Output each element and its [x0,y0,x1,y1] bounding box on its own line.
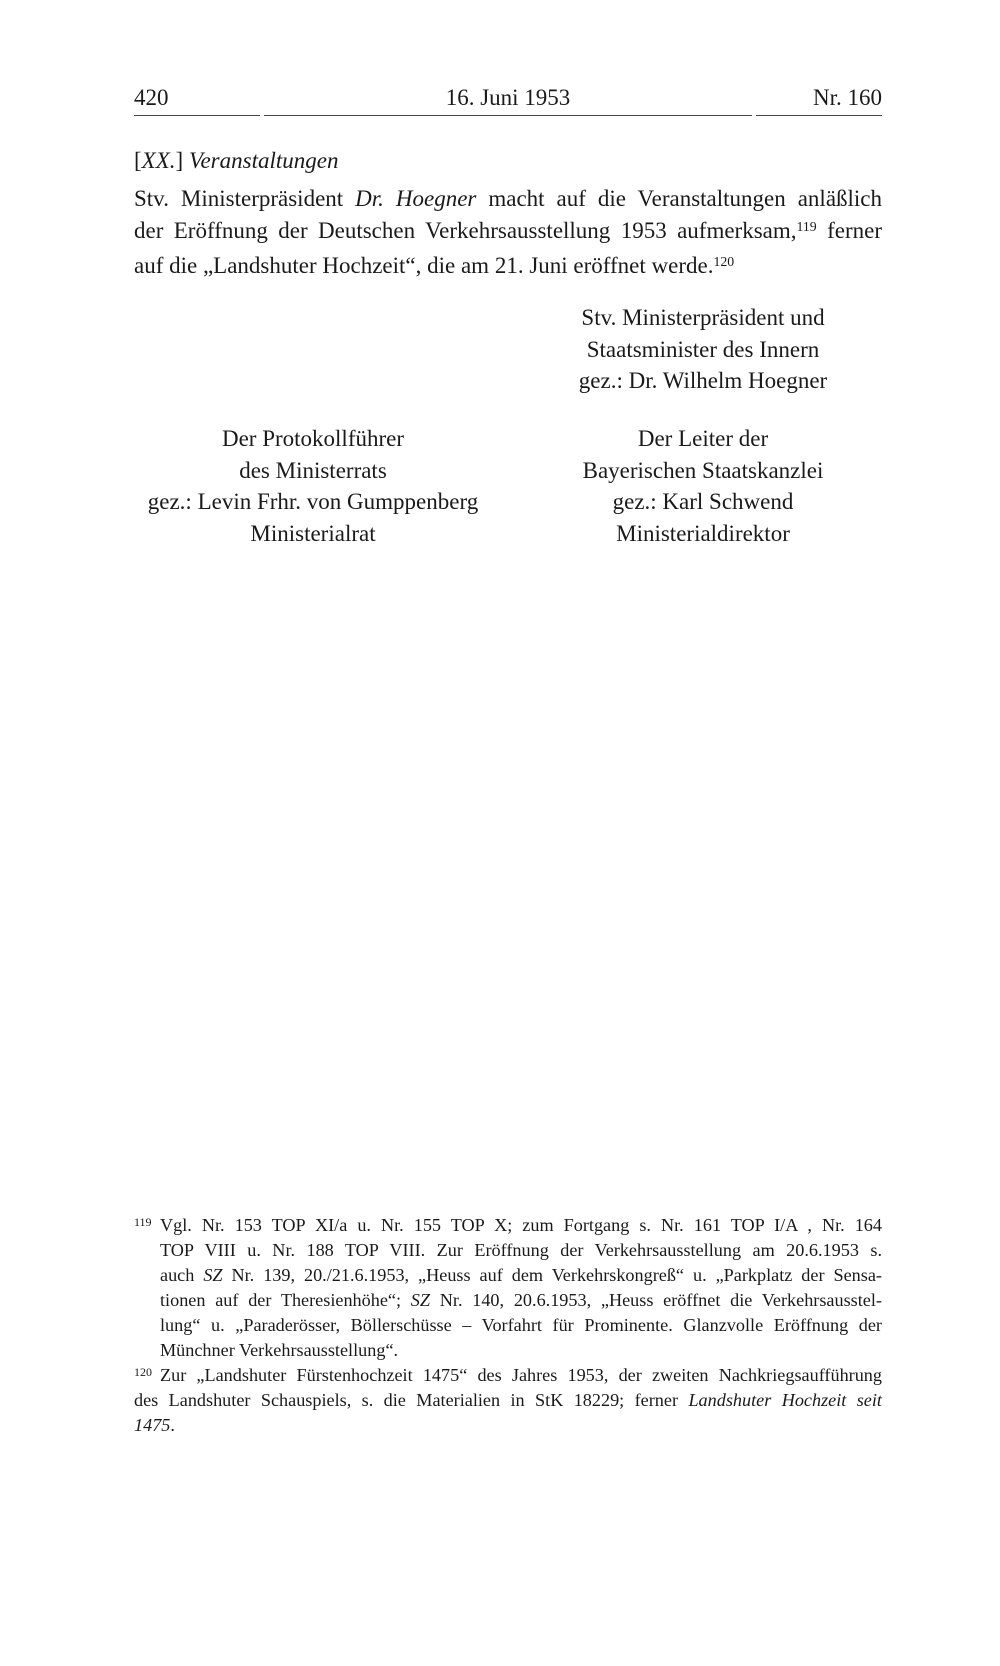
footnote-line: 1475. [134,1415,175,1435]
footnote-number: 120 [134,1365,152,1379]
header-rule [756,115,882,116]
signature-line: Ministerialdirektor [616,520,790,546]
signature-line: Ministerialrat [250,520,376,546]
signature-line: gez.: Dr. Wilhelm Hoegner [578,368,828,393]
section-heading: [XX.] Veranstaltungen [134,148,339,173]
footnote-line: Münchner Verkehrsausstellung“. [160,1340,399,1360]
body-line: der Eröffnung der Deutschen Verkehrsausstellung 1953 aufmerksam,$^{119}$ ferner [134,218,882,243]
running-header [134,82,882,114]
signature-line: Bayerischen Staatskanzlei [582,457,824,483]
signature-block-protocol [134,423,492,549]
page-number: 420 [134,85,169,110]
signature-line: gez.: Levin Frhr. von Gumppenberg [147,489,479,514]
signature-block-chancellery [540,423,866,549]
section-number: XX. [141,148,176,173]
footnote-line: tionen auf der Theresienhöhe“; SZ Nr. 140, 20.6.1953, „Heuss eröffnet die Verkehrsausstel- [160,1290,882,1310]
footnotes [134,1213,882,1438]
body-line: Stv. Ministerpräsident Dr. Hoegner macht auf die Veranstaltungen anläßlich [134,186,883,211]
section-title: Veranstaltungen [188,148,339,173]
footnote-reference: 119 [796,219,817,235]
document-number: Nr. 160 [813,85,882,110]
footnote-line: Zur „Landshuter Fürstenhochzeit 1475“ des Jahres 1953, der zweiten Nachkriegsaufführung [160,1365,882,1385]
signature-block-deputy [540,302,866,397]
signature-line: Der Leiter der [637,426,769,451]
header-rule [134,115,260,116]
body-line: auf die „Landshuter Hochzeit“, die am 21. Juni eröffnet werde.$^{120}$ [134,253,735,278]
header-rule [264,115,752,116]
signature-line: gez.: Karl Schwend [612,489,794,514]
footnote-line: des Landshuter Schauspiels, s. die Materialien in StK 18229; ferner Landshuter Hochzeit seit [134,1390,882,1410]
signature-line: Stv. Ministerpräsident und [581,305,825,330]
source-abbreviation: SZ [203,1265,223,1285]
literature-title: Landshuter Hochzeit seit [688,1390,882,1410]
body-paragraph [134,183,882,285]
footnote [134,1363,882,1438]
footnote-reference: 120 [713,254,735,270]
signature-line: Der Protokollführer [221,426,405,451]
person-name: Dr. Hoegner [355,186,477,211]
header-date: 16. Juni 1953 [445,85,571,110]
footnote-line: Vgl. Nr. 153 TOP XI/a u. Nr. 155 TOP X; zum Fortgang s. Nr. 161 TOP I/A , Nr. 164 [160,1215,882,1235]
literature-title: 1475 [134,1415,171,1435]
source-abbreviation: SZ [410,1290,430,1310]
signature-line: des Ministerrats [239,457,387,483]
signature-line: Staatsminister des Innern [586,336,820,362]
footnote-number: 119 [134,1215,152,1229]
footnote-line: auch SZ Nr. 139, 20./21.6.1953, „Heuss auf dem Verkehrskongreß“ u. „Parkplatz der Sensa- [160,1265,882,1285]
footnote-line: lung“ u. „Paraderösser, Böllerschüsse – Vorfahrt für Prominente. Glanzvolle Eröffnung der [160,1315,882,1335]
footnote-line: TOP VIII u. Nr. 188 TOP VIII. Zur Eröffnung der Verkehrsausstellung am 20.6.1953 s. [160,1240,882,1260]
footnote [134,1213,882,1363]
